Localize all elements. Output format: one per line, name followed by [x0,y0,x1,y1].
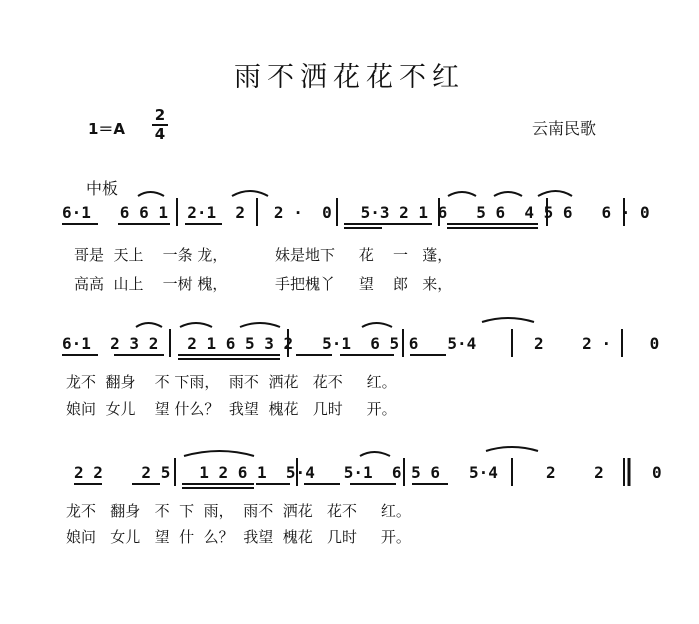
song-origin: 云南民歌 [532,119,597,138]
slur [184,451,254,456]
system-3-notes: 2 2 2 5 1 2 6 1 5·4 5·1 6 5 6 5·4 2 2 0 [74,463,662,482]
system-2-lyrics-verse-1: 龙不 翻身 不 下雨， 雨不 洒花 花不 红。 [66,373,397,391]
slur [138,192,164,196]
slur [360,452,390,456]
system-2-lyrics-verse-2: 娘问 女儿 望 什么？ 我望 槐花 几时 开。 [66,400,397,418]
system-3-lyrics-verse-2: 娘问 女儿 望 什 么？ 我望 槐花 几时 开。 [66,528,411,546]
time-signature-bottom: 4 [154,125,166,143]
slur [240,323,280,327]
system-3-lyrics-verse-1: 龙不 翻身 不 下 雨， 雨不 洒花 花不 红。 [66,502,411,520]
slur [362,323,392,327]
slur [482,318,534,322]
slur [448,192,476,196]
time-signature-top: 2 [154,106,166,124]
system-2-notes: 6·1 2 3 2 2 1 6 5 3 2 5·1 6 5 6 5·4 2 2 · 0 [62,334,660,353]
slur [486,447,538,451]
slur [136,323,162,327]
song-title: 雨不洒花花不红 [234,62,465,93]
system-1-notes: 6·1 6 6 1 2·1 2 2 · 0 5·3 2 1 6 5 6 4 5 6 6 · 0 [62,203,650,222]
key-signature: 1＝A [88,120,126,138]
tempo-marking: 中板 [86,179,119,198]
slur [538,191,572,196]
system-1-lyrics-verse-1: 哥是 天上 一条 龙， 妹是地下 花 一 蓬， [74,246,453,264]
system-1-lyrics-verse-2: 高高 山上 一树 槐， 手把槐丫 望 郎 来， [74,275,453,293]
slur [494,192,522,196]
slur [180,323,212,327]
slur [232,191,268,196]
